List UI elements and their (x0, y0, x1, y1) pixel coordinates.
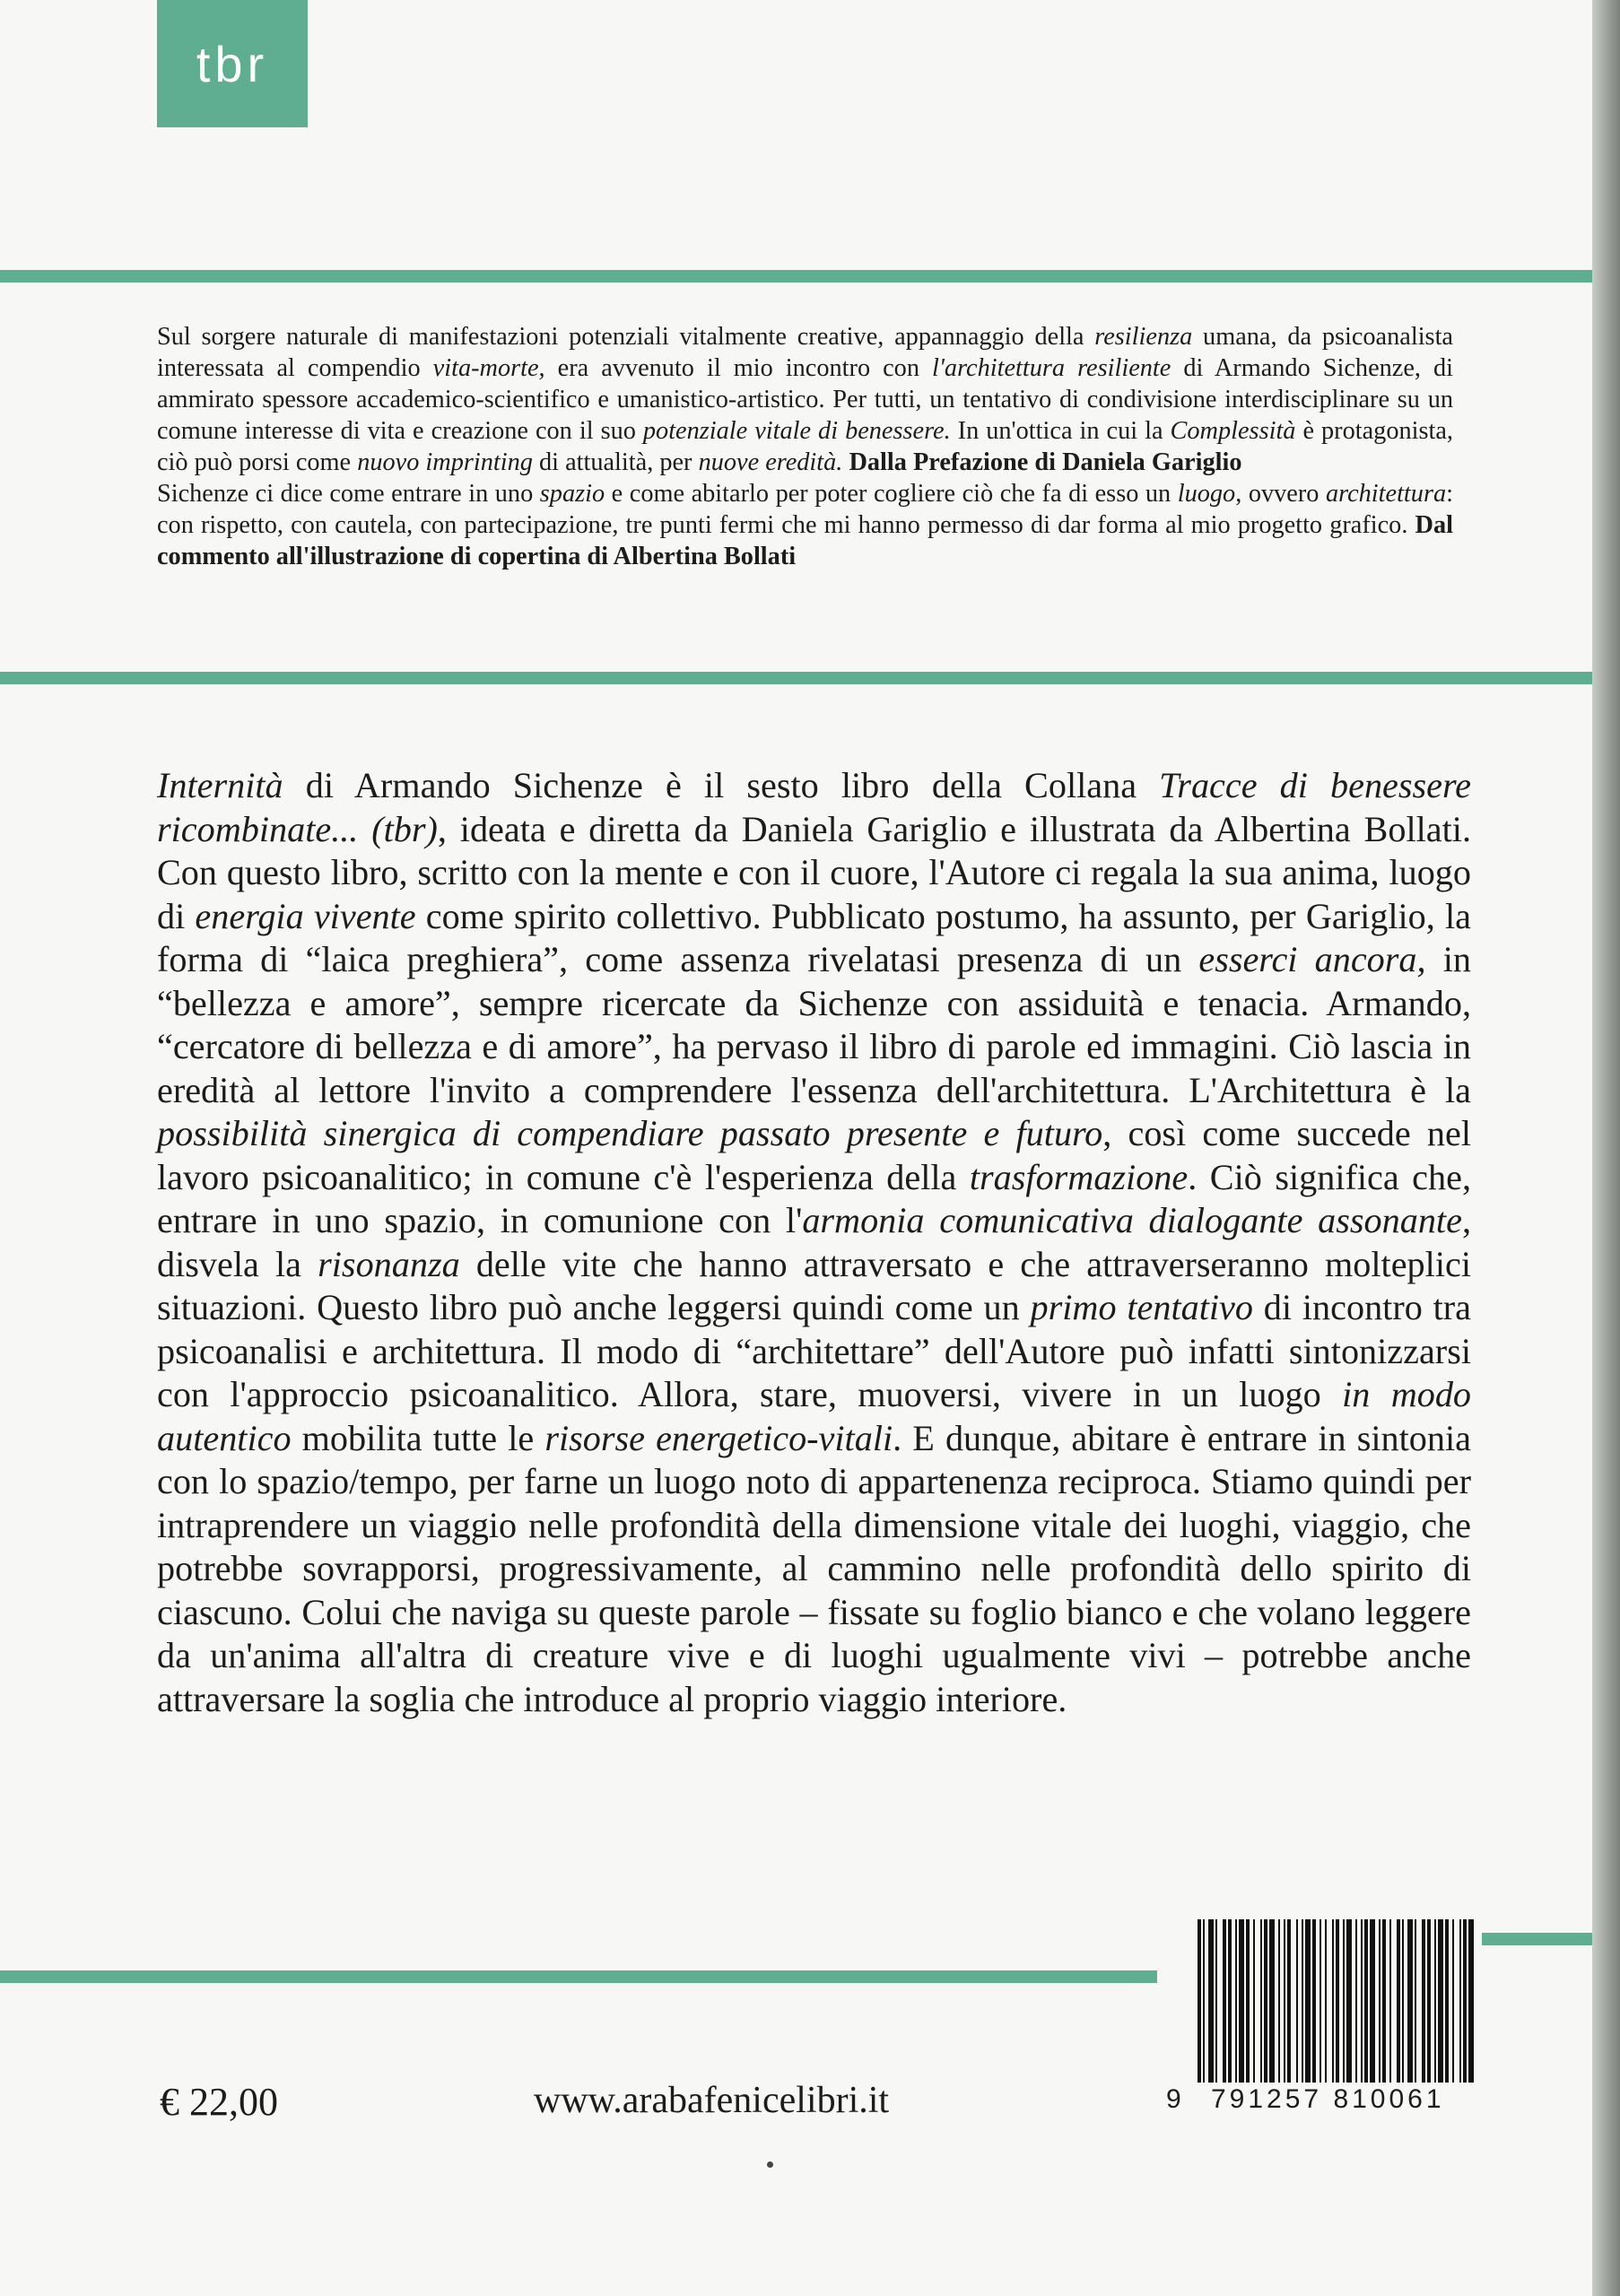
barcode-bar (1463, 1919, 1467, 2083)
barcode-bar (1355, 1919, 1357, 2083)
series-logo-text: tbr (196, 35, 269, 92)
illustration-credit: Dal commento all'illustrazione di copertina di Albertina Bollati (157, 511, 1453, 570)
barcode-number-prefix: 9 (1166, 2084, 1182, 2114)
barcode-bar (1438, 1919, 1443, 2083)
book-spine-edge (1592, 0, 1620, 2296)
barcode-bar (1228, 1919, 1232, 2083)
barcode-bar (1468, 1919, 1474, 2083)
barcode-bar (1427, 1919, 1431, 2083)
barcode-bar (1389, 1919, 1391, 2083)
barcode-bar (1284, 1919, 1285, 2083)
barcode-bar (1269, 1919, 1275, 2083)
barcode-bar (1402, 1919, 1404, 2083)
barcode-number-digits: 791257 810061 (1211, 2084, 1445, 2114)
divider-rule (1482, 1933, 1592, 1945)
barcode-bar (1305, 1919, 1311, 2083)
barcode-bar (1302, 1919, 1303, 2083)
barcode-bar (1223, 1919, 1226, 2083)
barcode-bar (1434, 1919, 1436, 2083)
barcode-bar (1407, 1919, 1413, 2083)
description-paragraph: Internità di Armando Sichenze è il sesto libro della Collana Tracce di benessere ricombinate... (tbr), ideata e diretta da Daniela Gariglio e illustrata da Albertina Bollati. Con questo libro, scritto con la mente e con il cuore, l'Autore ci regala la sua anima, luogo di energia vivente come spirito collettivo. Pubblicato postumo, ha assunto, per Gariglio, la forma di “laica preghiera”, come assenza rivelatasi presenza di un esserci ancora, in “bellezza e amore”, sempre ricercate da Sichenze con assiduità e tenacia. Armando, “cercatore di bellezza e di amore”, ha pervaso il libro di parole ed immagini. Ciò lascia in eredità al lettore l'invito a comprendere l'essenza dell'architettura. L'Architettura è la possibilità sinergica di compendiare passato presente e futuro, così come succede nel lavoro psicoanalitico; in comune c'è l'esperienza della trasformazione. Ciò significa che, entrare in uno spazio, in comunione con l'armonia comunicativa dialogante assonante, disvela la risonanza delle vite che hanno attraversato e che attraverseranno molteplici situazioni. Questo libro può anche leggersi quindi come un primo tentativo di incontro tra psicoanalisi e architettura. Il modo di “architettare” dell'Autore può infatti sintonizzarsi con l'approccio psicoanalitico. Allora, stare, muoversi, vivere in un luogo in modo autentico mobilita tutte le risorse energetico-vitali. E dunque, abitare è entrare in sintonia con lo spazio/tempo, per farne un luogo noto di appartenenza reciproca. Stiamo quindi per intraprendere un viaggio nelle profondità della dimensione vitale dei luoghi, viaggio, che potrebbe sovrapporsi, progressivamente, al cammino nelle profondità dello spirito di ciascuno. Colui che naviga su queste parole – fissate su foglio bianco e che volano leggere da un'anima all'altra di creature vive e di luoghi ugualmente vivi – potrebbe anche attraversare la soglia che introduce al proprio viaggio interiore. (157, 765, 1472, 1719)
barcode-bar (1343, 1919, 1345, 2083)
divider-rule (0, 270, 1592, 283)
barcode-bar (1325, 1919, 1327, 2083)
barcode-bar (1235, 1919, 1237, 2083)
barcode-bar (1239, 1919, 1244, 2083)
barcode-bar (1370, 1919, 1375, 2083)
price-label: € 22,00 (160, 2080, 278, 2124)
barcode-bar (1422, 1919, 1425, 2083)
blurb-block (157, 321, 1453, 572)
barcode-bars (1198, 1919, 1476, 2083)
barcode-bar (1452, 1919, 1454, 2083)
barcode-bar (1361, 1919, 1363, 2083)
barcode-bar (1382, 1919, 1386, 2083)
barcode-bar (1445, 1919, 1449, 2083)
barcode-bar (1278, 1919, 1280, 2083)
blurb-paragraph-illustration: Sichenze ci dice come entrare in uno spazio e come abitarlo per poter cogliere ciò che fa di esso un luogo, ovvero architettura: con rispetto, con cautela, con partecipazione, tre punti fermi che mi hanno permesso di dar forma al mio progetto grafico. Dal commento all'illustrazione di copertina di Albertina Bollati (157, 480, 1453, 570)
barcode-bar (1296, 1919, 1298, 2083)
barcode-bar (1246, 1919, 1250, 2083)
barcode-bar (1264, 1919, 1267, 2083)
barcode-bar (1397, 1919, 1400, 2083)
barcode-bar (1364, 1919, 1368, 2083)
barcode-bar (1459, 1919, 1461, 2083)
series-logo (157, 0, 308, 127)
blurb-paragraph-preface: Sul sorgere naturale di manifestazioni potenziali vitalmente creative, appannaggio della resilienza umana, da psicoanalista interessata al compendio vita-morte, era avvenuto il mio incontro con l'architettura resiliente di Armando Sichenze, di ammirato spessore accademico-scientifico e umanistico-artistico. Per tutti, un tentativo di condivisione interdisciplinare su un comune interesse di vita e creazione con il suo potenziale vitale di benessere. In un'ottica in cui la Complessità è protagonista, ciò può porsi come nuovo imprinting di attualità, per nuove eredità. Dalla Prefazione di Daniela Gariglio (157, 323, 1454, 476)
divider-rule (0, 1970, 1157, 1983)
preface-credit: Dalla Prefazione di Daniela Gariglio (849, 448, 1242, 476)
barcode-bar (1198, 1919, 1201, 2083)
barcode-bar (1320, 1919, 1321, 2083)
barcode-bar (1312, 1919, 1316, 2083)
barcode-bar (1208, 1919, 1214, 2083)
divider-rule (0, 672, 1592, 684)
barcode-bar (1336, 1919, 1339, 2083)
book-description (157, 764, 1471, 1721)
barcode-bar (1253, 1919, 1255, 2083)
barcode-bar (1287, 1919, 1291, 2083)
barcode-bar (1203, 1919, 1205, 2083)
barcode-bar (1260, 1919, 1262, 2083)
publisher-website: www.arabafenicelibri.it (534, 2080, 890, 2121)
print-dot (767, 2161, 773, 2168)
barcode-bar (1346, 1919, 1352, 2083)
barcode-bar (1215, 1919, 1217, 2083)
isbn-barcode (1166, 1919, 1482, 2135)
barcode-bar (1415, 1919, 1416, 2083)
barcode-bar (1332, 1919, 1334, 2083)
barcode-bar (1379, 1919, 1380, 2083)
